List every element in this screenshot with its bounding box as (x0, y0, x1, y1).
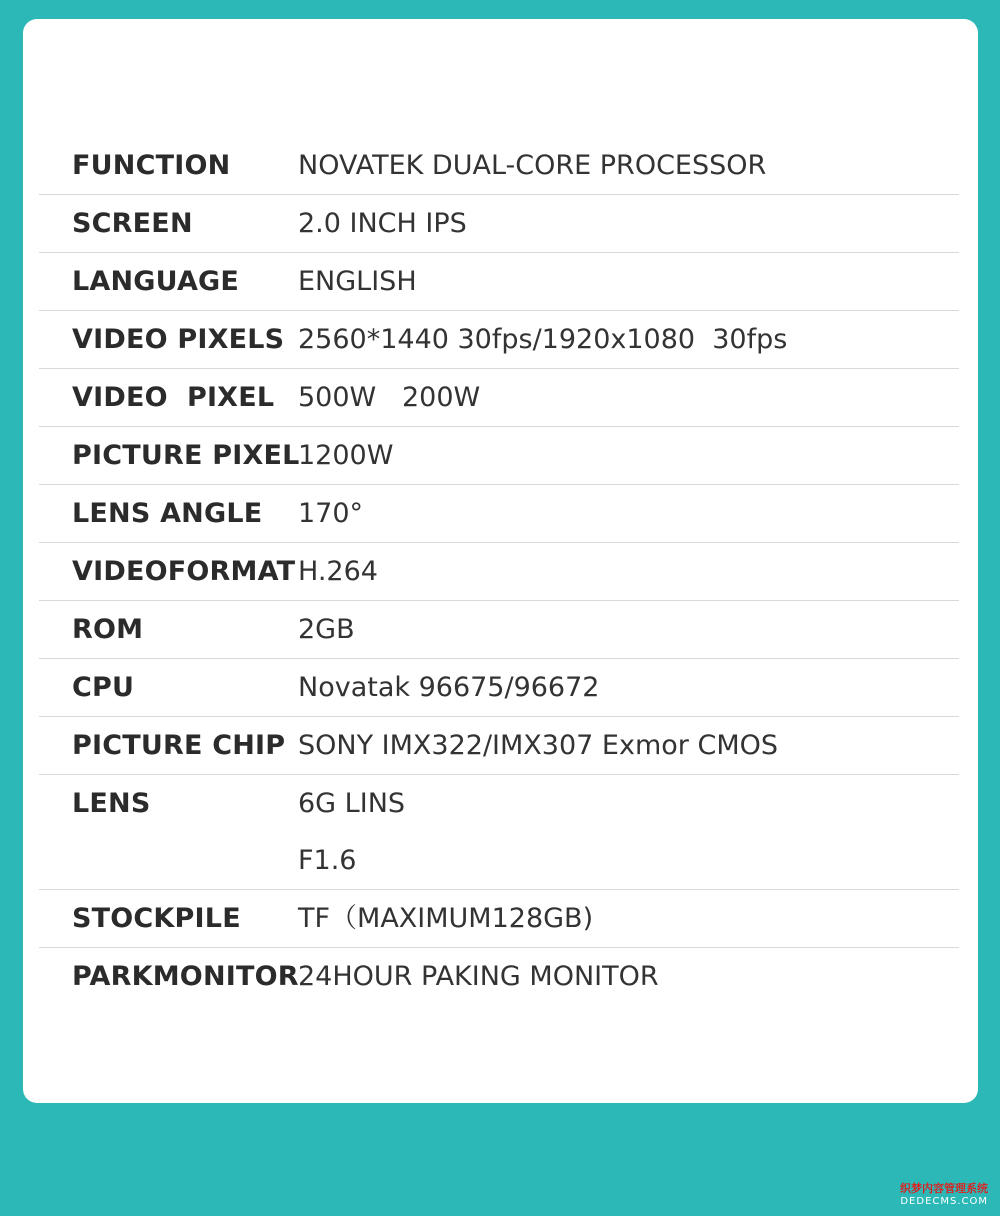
spec-line (39, 948, 959, 1005)
spec-card (23, 19, 978, 1103)
spec-label: VIDEO PIXELS (72, 324, 285, 355)
spec-label: CPU (72, 672, 135, 703)
spec-value: 2560*1440 30fps/1920x1080 30fps (298, 324, 788, 355)
spec-value: 2GB (298, 614, 355, 645)
spec-value: NOVATEK DUAL-CORE PROCESSOR (298, 150, 767, 181)
spec-label: LENS ANGLE (72, 498, 263, 529)
spec-value: 6G LINS (298, 788, 406, 819)
spec-label: SCREEN (72, 208, 193, 239)
spec-row (39, 369, 959, 427)
spec-label: PARKMONITOR (72, 961, 299, 992)
spec-row (39, 948, 959, 1005)
spec-line (39, 137, 959, 194)
spec-line (39, 485, 959, 542)
spec-line (39, 543, 959, 600)
spec-value: 2.0 INCH IPS (298, 208, 467, 239)
spec-value: ENGLISH (298, 266, 417, 297)
spec-row (39, 659, 959, 717)
spec-row (39, 195, 959, 253)
spec-line (39, 311, 959, 368)
spec-label: VIDEOFORMAT (72, 556, 296, 587)
spec-row (39, 137, 959, 195)
watermark-bottom-text: DEDECMS.COM (900, 1196, 988, 1207)
spec-value: 1200W (298, 440, 394, 471)
spec-row (39, 311, 959, 369)
spec-label: FUNCTION (72, 150, 231, 181)
spec-value: F1.6 (298, 845, 357, 876)
spec-row (39, 890, 959, 948)
spec-line (39, 427, 959, 484)
spec-label: STOCKPILE (72, 903, 241, 934)
spec-label: LANGUAGE (72, 266, 240, 297)
spec-value: 500W 200W (298, 382, 481, 413)
spec-label: VIDEO PIXEL (72, 382, 275, 413)
spec-line (39, 195, 959, 252)
spec-value: Novatak 96675/96672 (298, 672, 600, 703)
watermark (900, 1182, 988, 1208)
spec-row (39, 427, 959, 485)
spec-label: ROM (72, 614, 144, 645)
spec-line (39, 253, 959, 310)
spec-row (39, 485, 959, 543)
spec-row (39, 253, 959, 311)
spec-row (39, 717, 959, 775)
spec-row (39, 543, 959, 601)
spec-table (39, 137, 959, 1005)
spec-row (39, 601, 959, 659)
spec-label: PICTURE PIXEL (72, 440, 300, 471)
spec-line (39, 601, 959, 658)
spec-line (39, 369, 959, 426)
spec-value: 24HOUR PAKING MONITOR (298, 961, 659, 992)
spec-line (39, 890, 959, 947)
spec-value: TF（MAXIMUM128GB) (298, 903, 594, 934)
spec-line (39, 775, 959, 832)
spec-line (39, 717, 959, 774)
spec-value: SONY IMX322/IMX307 Exmor CMOS (298, 730, 779, 761)
spec-value: H.264 (298, 556, 378, 587)
spec-value: 170° (298, 498, 364, 529)
spec-row (39, 775, 959, 890)
spec-line (39, 659, 959, 716)
watermark-top-text: 织梦内容管理系统 (900, 1182, 988, 1195)
spec-label: LENS (72, 788, 151, 819)
spec-label: PICTURE CHIP (72, 730, 286, 761)
spec-line (39, 832, 959, 889)
